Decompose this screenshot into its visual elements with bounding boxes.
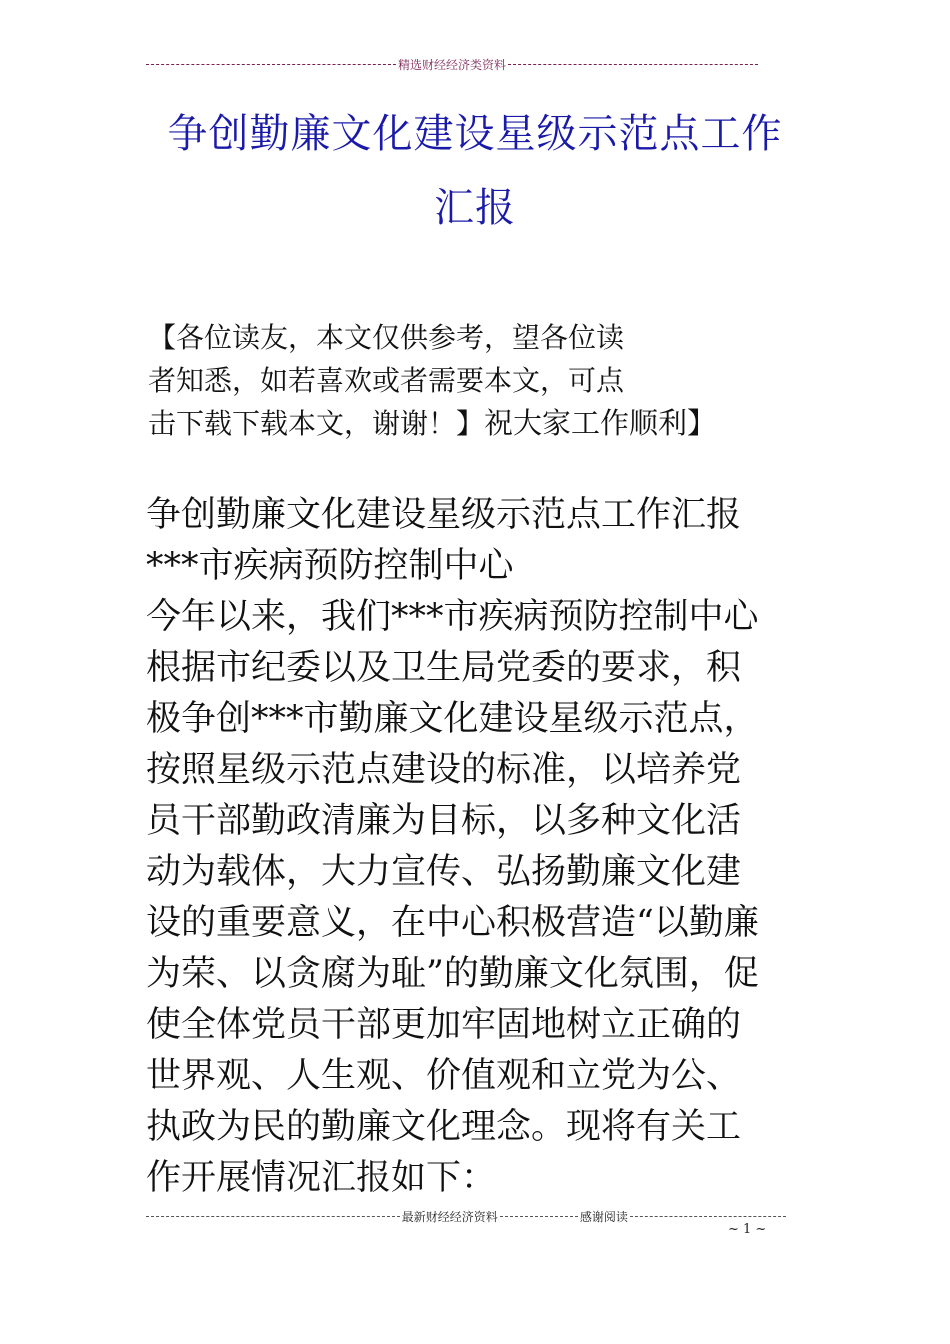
body-line: 员干部勤政清廉为目标，以多种文化活 xyxy=(146,801,742,841)
body-line: 按照星级示范点建设的标准，以培养党 xyxy=(146,750,742,790)
header-dash-left xyxy=(146,64,396,65)
notice-tail: 祝大家工作顺利】 xyxy=(484,406,717,440)
notice-line xyxy=(148,402,788,445)
body-line: 动为载体，大力宣传、弘扬勤廉文化建 xyxy=(146,852,742,892)
footer-rule xyxy=(146,1208,786,1225)
document-body xyxy=(146,490,826,1204)
reader-notice xyxy=(148,316,788,445)
header-label: 精选财经经济类资料 xyxy=(398,58,507,72)
document-title-line-2: 汇报 xyxy=(434,185,516,231)
footer-dash xyxy=(630,1216,786,1217)
document-title-line-1: 争创勤廉文化建设星级示范点工作 xyxy=(167,111,783,157)
body-line: 作开展情况汇报如下： xyxy=(146,1158,497,1198)
header-rule xyxy=(146,56,758,73)
header-dash-right xyxy=(508,64,758,65)
body-line: 为荣、以贪腐为耻”的勤廉文化氛围，促 xyxy=(146,954,759,994)
body-line: 根据市纪委以及卫生局党委的要求，积 xyxy=(146,648,742,688)
body-line: 今年以来，我们***市疾病预防控制中心 xyxy=(146,597,759,637)
notice-line-text: 击下载下载本文，谢谢！】 xyxy=(148,407,485,440)
body-line: 世界观、人生观、价值观和立党为公、 xyxy=(146,1056,742,1096)
notice-line: 【各位读友，本文仅供参考，望各位读 xyxy=(148,321,625,354)
body-line: 使全体党员干部更加牢固地树立正确的 xyxy=(146,1005,742,1045)
footer-dash xyxy=(500,1216,578,1217)
notice-line: 者知悉，如若喜欢或者需要本文，可点 xyxy=(148,364,625,397)
page-number: ~ 1 ~ xyxy=(728,1222,767,1237)
footer-label-right: 感谢阅读 xyxy=(579,1210,628,1224)
body-line: ***市疾病预防控制中心 xyxy=(146,546,514,586)
footer-dash xyxy=(146,1216,400,1217)
footer-label-left: 最新财经经济资料 xyxy=(401,1210,498,1224)
body-line: 极争创***市勤廉文化建设星级示范点， xyxy=(146,699,759,739)
body-line: 设的重要意义，在中心积极营造“以勤廉 xyxy=(146,903,759,943)
body-line: 争创勤廉文化建设星级示范点工作汇报 xyxy=(146,495,742,535)
body-line: 执政为民的勤廉文化理念。现将有关工 xyxy=(146,1107,742,1147)
